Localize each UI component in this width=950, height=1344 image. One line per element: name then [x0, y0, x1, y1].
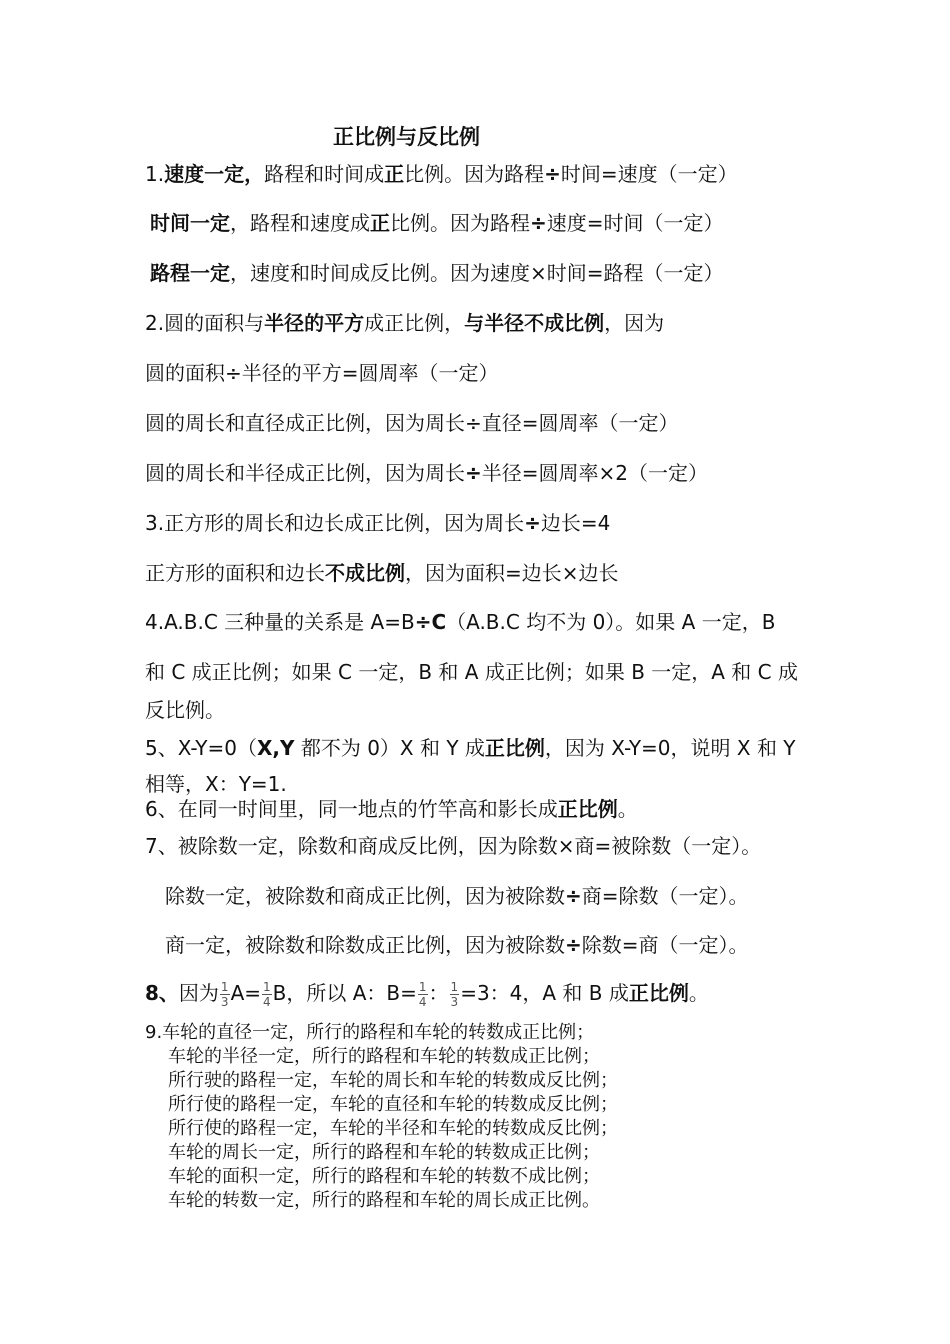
- text: 。: [617, 797, 638, 821]
- item-5-line-1: [145, 735, 796, 761]
- text: 6、在同一时间里，同一地点的竹竿高和影长成: [145, 797, 558, 821]
- bold-text: ÷C: [414, 610, 447, 634]
- text: 半径=圆周率×2（一定）: [481, 461, 709, 485]
- text: 路程和时间成: [264, 162, 385, 186]
- bold-text: 路程一定: [150, 261, 230, 285]
- bold-text: 不成比例: [325, 561, 405, 585]
- item-3-line-2: [145, 560, 619, 586]
- item-5-line-2: 相等，X：Y=1.: [145, 772, 287, 796]
- item-9-line-7: 车轮的面积一定，所行的路程和车轮的转数不成比例；: [168, 1166, 600, 1187]
- divide-sign: ÷: [544, 162, 561, 186]
- item-9-line-8: 车轮的转数一定，所行的路程和车轮的周长成正比例。: [168, 1190, 600, 1211]
- text: 商一定，被除数和除数成正比例，因为被除数: [165, 933, 565, 957]
- text: ，速度和时间成反比例。因为速度×时间=路程（一定）: [230, 261, 724, 285]
- text: ，因为 X-Y=0，说明 X 和 Y: [544, 736, 796, 760]
- item-2-line-4: [145, 460, 708, 486]
- bold-text: 速度一定，: [164, 162, 265, 186]
- fraction: [262, 980, 272, 1009]
- text: A=: [230, 981, 262, 1005]
- text: 正方形的面积和边长: [145, 561, 325, 585]
- item-8-line-1: [145, 980, 709, 1009]
- text: 除数一定，被除数和商成正比例，因为被除数: [165, 884, 565, 908]
- bold-text: 半径的平方: [264, 311, 365, 335]
- text: （A.B.C 均不为 0）。如果 A 一定，B: [446, 610, 776, 634]
- fraction-numerator: 1: [263, 980, 271, 994]
- divide-sign: ÷: [465, 461, 482, 485]
- bold-text: 正比例: [484, 736, 545, 760]
- item-7-line-3: [165, 932, 749, 958]
- fraction: [450, 980, 460, 1009]
- text: 都不为 0）X 和 Y 成: [294, 736, 485, 760]
- text: 5、X-Y=0（: [145, 736, 257, 760]
- fraction-denominator: 4: [263, 995, 271, 1009]
- text: 比例。因为路程: [404, 162, 545, 186]
- fraction: [418, 980, 428, 1009]
- divide-sign: ÷: [565, 933, 582, 957]
- item-1-line-1: [145, 161, 738, 187]
- text: 商=除数（一定）。: [581, 884, 749, 908]
- text: ，因为: [604, 311, 665, 335]
- text: B，所以 A：B=: [272, 981, 417, 1005]
- page-title: 正比例与反比例: [333, 125, 480, 149]
- bold-text: 时间一定: [150, 211, 230, 235]
- item-9-line-3: 所行驶的路程一定，车轮的周长和车轮的转数成反比例；: [168, 1070, 618, 1091]
- fraction-numerator: 1: [450, 980, 459, 994]
- text: 圆的周长和半径成正比例，因为周长: [145, 461, 465, 485]
- item-2-line-1: [145, 310, 664, 336]
- text: 4.A.B.C 三种量的关系是 A=B: [145, 610, 415, 634]
- fraction-numerator: 1: [418, 980, 427, 994]
- text: ，路程和速度成: [230, 211, 370, 235]
- fraction-denominator: 3: [220, 995, 229, 1009]
- text: 边长=4: [540, 511, 611, 535]
- text: 速度=时间（一定）: [546, 211, 724, 235]
- item-7-line-1: 7、被除数一定，除数和商成反比例，因为除数×商=被除数（一定）。: [145, 834, 762, 858]
- text: 3.正方形的周长和边长成正比例，因为周长: [145, 511, 525, 535]
- bold-text: 正: [370, 211, 390, 235]
- item-9-line-6: 车轮的周长一定，所行的路程和车轮的转数成正比例；: [168, 1142, 600, 1163]
- item-1-line-2: [150, 210, 724, 236]
- bold-text: 正: [384, 162, 405, 186]
- item-6-line-1: [145, 796, 638, 822]
- text: 因为: [178, 981, 219, 1005]
- bold-text: 与半径不成比例: [464, 311, 605, 335]
- text: ：: [428, 981, 449, 1005]
- fraction-numerator: 1: [220, 980, 229, 994]
- item-4-line-1: [145, 609, 775, 635]
- item-4-line-3: 反比例。: [145, 698, 225, 722]
- divide-sign: ÷: [565, 884, 582, 908]
- item-7-line-2: [165, 883, 749, 909]
- text: 2.圆的面积与: [145, 311, 265, 335]
- fraction: [220, 980, 230, 1009]
- text: 1.: [145, 162, 165, 186]
- item-2-line-2: 圆的面积÷半径的平方=圆周率（一定）: [145, 361, 499, 385]
- item-9-line-1: 9.车轮的直径一定，所行的路程和车轮的转数成正比例；: [145, 1022, 595, 1043]
- bold-text: X,Y: [256, 736, 295, 760]
- bold-text: 正比例: [557, 797, 618, 821]
- text: 。: [688, 981, 709, 1005]
- text: ，因为面积=边长×边长: [405, 561, 619, 585]
- fraction-denominator: 4: [418, 995, 427, 1009]
- text: =3：4，A 和 B 成: [460, 981, 629, 1005]
- item-2-line-3: 圆的周长和直径成正比例，因为周长÷直径=圆周率（一定）: [145, 411, 679, 435]
- text: 除数=商（一定）。: [581, 933, 749, 957]
- text: 成正比例，: [364, 311, 465, 335]
- text: 比例。因为路程: [390, 211, 530, 235]
- item-1-line-3: [150, 260, 724, 286]
- item-9-line-5: 所行使的路程一定，车轮的半径和车轮的转数成反比例；: [168, 1118, 618, 1139]
- divide-sign: ÷: [530, 211, 547, 235]
- item-3-line-1: [145, 510, 610, 536]
- fraction-denominator: 3: [450, 995, 459, 1009]
- bold-text: 8、: [145, 981, 179, 1005]
- bold-text: 正比例: [628, 981, 689, 1005]
- text: 时间=速度（一定）: [560, 162, 738, 186]
- item-4-line-2: 和 C 成正比例；如果 C 一定，B 和 A 成正比例；如果 B 一定，A 和 C 成: [145, 660, 798, 684]
- divide-sign: ÷: [524, 511, 541, 535]
- item-9-line-4: 所行使的路程一定，车轮的直径和车轮的转数成反比例；: [168, 1094, 618, 1115]
- item-9-line-2: 车轮的半径一定，所行的路程和车轮的转数成正比例；: [168, 1046, 600, 1067]
